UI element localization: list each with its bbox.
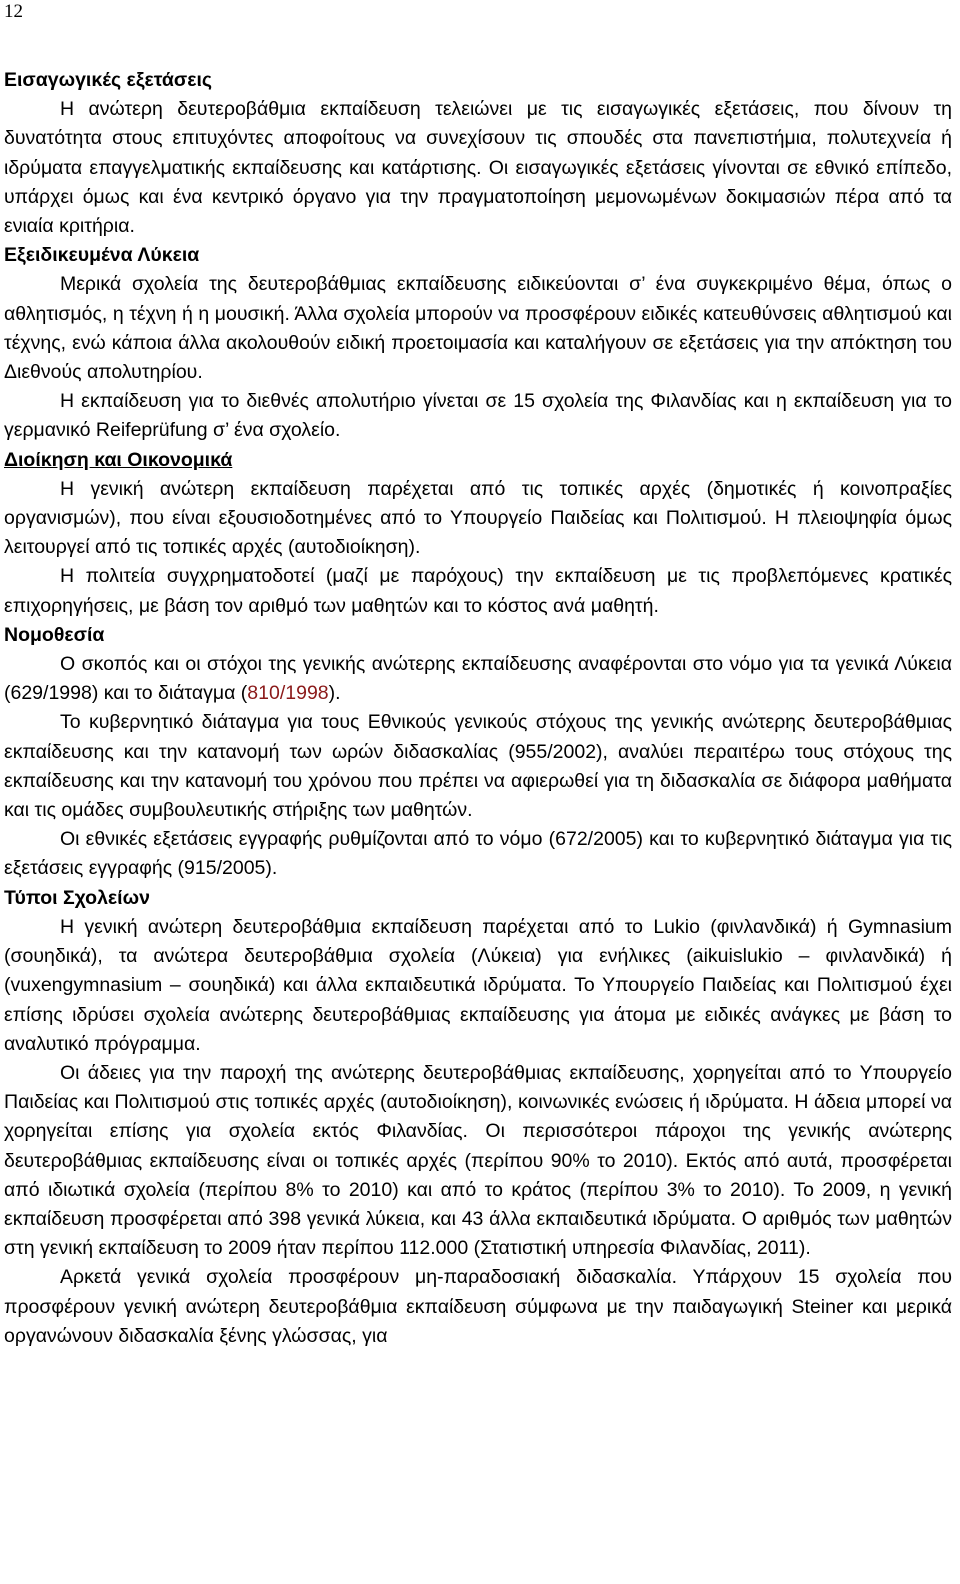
paragraph: Η ανώτερη δευτεροβάθμια εκπαίδευση τελειώνει με τις εισαγωγικές εξετάσεις, που δίνουν τη δυνατότητα στους επιτυχόντες αποφοίτους να συνεχίσουν τις σπουδές στα πανεπιστήμια, πολυτεχνεία ή ιδρύματα επαγγελματικής εκπαίδευσης και κατάρτισης. Οι εισαγωγικές εξετάσεις γίνονται σε εθνικό επίπεδο, υπάρχει όμως και ένα κεντρικό όργανο για την πραγματοποίηση μεμονωμένων δοκιμασιών πέρα από τα ενιαία κριτήρια. <box>4 98 952 238</box>
paragraph: Οι εθνικές εξετάσεις εγγραφής ρυθμίζονται από το νόμο (672/2005) και το κυβερνητικό διάταγμα για τις εξετάσεις εγγραφής (915/2005). <box>4 828 952 880</box>
section-heading-school-types: Τύποι Σχολείων <box>4 886 150 909</box>
page-number: 12 <box>4 1 23 22</box>
paragraph: Η πολιτεία συγχρηματοδοτεί (μαζί με παρόχους) την εκπαίδευση με τις προβλεπόμενες κρατικές επιχορηγήσεις, με βάση τον αριθμό των μαθητών και το κόστος ανά μαθητή. <box>4 565 952 617</box>
paragraph: Μερικά σχολεία της δευτεροβάθμιας εκπαίδευσης ειδικεύονται σ’ ένα συγκεκριμένο θέμα, όπως ο αθλητισμός, η τέχνη ή η μουσική. Άλλα σχολεία μπορούν να προσφέρουν ειδικές κατευθύνσεις αθλητισμού και τέχνης, ενώ κάποια άλλα ακολουθούν ειδική προετοιμασία και καταλήγουν σε εξετάσεις για την απόκτηση του Διεθνούς απολυτηρίου. <box>4 273 952 384</box>
section-heading-administration-finance: Διοίκηση και Οικονομικά <box>4 448 233 471</box>
paragraph: Η γενική ανώτερη εκπαίδευση παρέχεται από τις τοπικές αρχές (δημοτικές ή κοινοπραξίες οργανισμών), που είναι εξουσιοδοτημένες από το Υπουργείο Παιδείας και Πολιτισμού. Η πλειοψηφία όμως λειτουργεί από τις τοπικές αρχές (αυτοδιοίκηση). <box>4 477 952 559</box>
paragraph: Αρκετά γενικά σχολεία προσφέρουν μη-παραδοσιακή διδασκαλία. Υπάρχουν 15 σχολεία που προσφέρουν γενική ανώτερη δευτεροβάθμια εκπαίδευση σύμφωνα με την παιδαγωγική Steiner και μερικά οργανώνουν διδασκαλία ξένης γλώσσας, για <box>4 1266 952 1347</box>
paragraph-law <box>4 650 952 708</box>
section-heading-specialized-lyceums: Εξειδικευμένα Λύκεια <box>4 244 200 267</box>
document-body <box>4 66 952 1351</box>
paragraph: Η εκπαίδευση για το διεθνές απολυτήριο γίνεται σε 15 σχολεία της Φιλανδίας και η εκπαίδευση για το γερμανικό Reifeprüfung σ’ ένα σχολείο. <box>4 390 952 442</box>
section-heading-entrance-exams: Εισαγωγικές εξετάσεις <box>4 69 213 91</box>
section-heading-legislation: Νομοθεσία <box>4 623 105 646</box>
paragraph: Το κυβερνητικό διάταγμα για τους Εθνικούς γενικούς στόχους της γενικής ανώτερης δευτεροβάθμιας εκπαίδευσης και την κατανομή των ωρών διδασκαλίας (955/2002), αναλύει περαιτέρω τους στόχους της εκπαίδευσης και την κατανομή του χρόνου που πρέπει να αφιερωθεί για τη διδασκαλία σε διάφορα μαθήματα και τις ομάδες συμβουλευτικής στήριξης των μαθητών. <box>4 711 952 822</box>
decree-link[interactable]: 810/1998 <box>247 682 329 705</box>
law-text-after: ). <box>328 682 341 705</box>
paragraph: Η γενική ανώτερη δευτεροβάθμια εκπαίδευση παρέχεται από το Lukio (φινλανδικά) ή Gymnasium (σουηδικά), τα ανώτερα δευτεροβάθμια σχολεία (Λύκεια) για ενήλικες (aikuislukio – φινλανδικά) ή (vuxengymnasium – σουηδικά) και άλλα εκπαιδευτικά ιδρύματα. Το Υπουργείο Παιδείας και Πολιτισμού έχει επίσης ιδρύσει σχολεία ανώτερης δευτεροβάθμιας εκπαίδευσης για άτομα με ειδικές ανάγκες με βάση το αναλυτικό πρόγραμμα. <box>4 915 952 1055</box>
paragraph: Οι άδειες για την παροχή της ανώτερης δευτεροβάθμιας εκπαίδευσης, χορηγείται από το Υπουργείο Παιδείας και Πολιτισμού στις τοπικές αρχές (αυτοδιοίκηση), κοινωνικές ενώσεις ή ιδρύματα. Η άδεια μπορεί να χορηγείται επίσης για σχολεία εκτός Φιλανδίας. Οι περισσότεροι πάροχοι της γενικής ανώτερης δευτεροβάθμιας εκπαίδευσης είναι οι τοπικές αρχές (περίπου 90% το 2010). Εκτός από αυτά, προσφέρεται από ιδιωτικά σχολεία (περίπου 8% το 2010) και από το κράτος (περίπου 3% το 2010). Το 2009, η γενική εκπαίδευση προσφέρεται από 398 γενικά λύκεια, και 43 άλλα εκπαιδευτικά ιδρύματα. Ο αριθμός των μαθητών στη γενική εκπαίδευση το 2009 ήταν περίπου 112.000 (Στατιστική υπηρεσία Φιλανδίας, 2011). <box>4 1061 952 1260</box>
law-text-before: Ο σκοπός και οι στόχοι της γενικής ανώτερης εκπαίδευσης αναφέρονται στο νόμο για τα γενικά Λύκεια (629/1998) και το διάταγμα ( <box>4 653 952 705</box>
